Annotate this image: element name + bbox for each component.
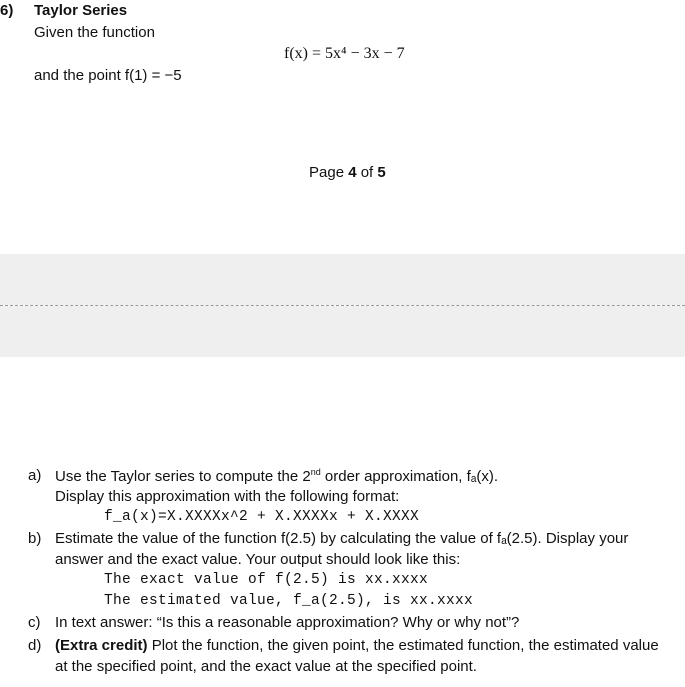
part-d-line2: at the specified point, and the exact value at the specified point. [55, 658, 477, 675]
part-b-line2: answer and the exact value. Your output should look like this: [55, 551, 461, 568]
page-gap-lower [0, 306, 685, 357]
part-b-line1: Estimate the value of the function f(2.5) by calculating the value of fₐ(2.5). Display your [55, 530, 629, 547]
point-text: and the point f(1) = −5 [34, 67, 182, 84]
part-b-output2: The estimated value, f_a(2.5), is xx.xxxx [104, 593, 474, 609]
page-current: 4 [348, 164, 357, 181]
part-a-format: f_a(x)=X.XXXXx^2 + X.XXXXx + X.XXXX [104, 509, 420, 525]
page-indicator [309, 164, 386, 181]
page-prefix: Page [309, 164, 349, 181]
question-title: Taylor Series [34, 2, 128, 19]
given-text: Given the function [34, 24, 155, 41]
part-c-text: In text answer: “Is this a reasonable approximation? Why or why not”? [55, 614, 520, 631]
part-b-output1: The exact value of f(2.5) is xx.xxxx [104, 572, 429, 588]
part-a-line1: Use the Taylor series to compute the 2nd order approximation, fₐ(x). [55, 467, 499, 485]
page-of: of [356, 164, 378, 181]
function-expression: f(x) = 5x⁴ − 3x − 7 [284, 45, 405, 62]
page-total: 5 [377, 164, 386, 181]
part-d-line1: (Extra credit) Plot the function, the given point, the estimated function, the estimated value [55, 637, 659, 654]
part-c-letter: c) [28, 614, 41, 631]
extra-credit-label: (Extra credit) [55, 637, 148, 654]
part-d-letter: d) [28, 637, 42, 654]
part-b-letter: b) [28, 530, 42, 547]
page-gap-upper [0, 254, 685, 305]
part-a-letter: a) [28, 467, 42, 484]
question-number: 6) [0, 2, 14, 19]
part-a-line2: Display this approximation with the following format: [55, 488, 400, 505]
